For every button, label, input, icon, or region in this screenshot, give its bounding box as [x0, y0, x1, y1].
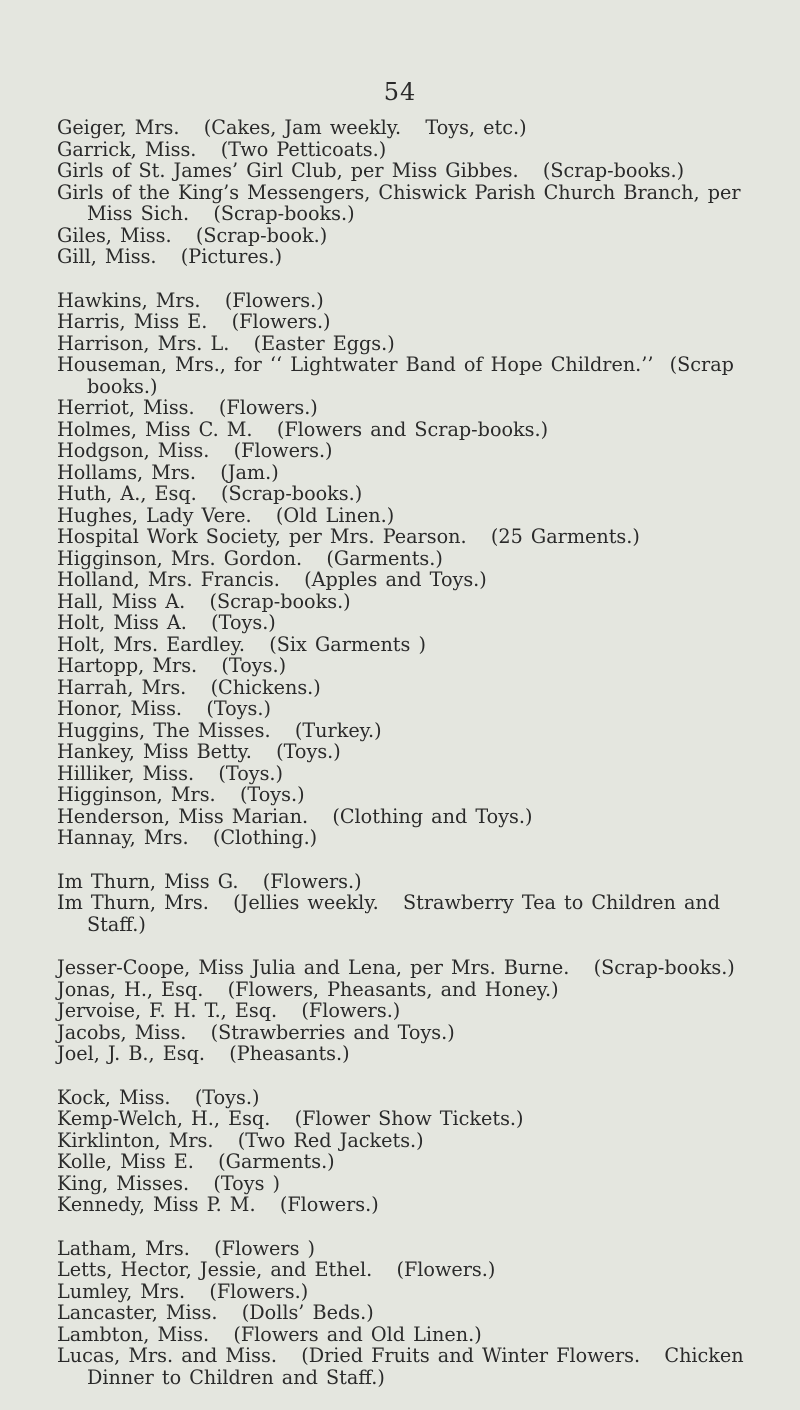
- donor-entry: [57, 1022, 795, 1044]
- donor-entry: [57, 1108, 795, 1130]
- donor-entry-text: Jesser-Coope, Miss Julia and Lena, per Mrs. Burne. (Scrap-books.): [57, 956, 735, 979]
- donor-entry-text: Lumley, Mrs. (Flowers.): [57, 1279, 309, 1303]
- donor-entry-text: Girls of the King’s Messengers, Chiswick Parish Church Branch, per: [57, 180, 741, 204]
- donor-entry-text: Garrick, Miss. (Two Petticoats.): [57, 137, 387, 161]
- donor-entry-text: Henderson, Miss Marian. (Clothing and Toys.): [57, 804, 533, 828]
- donor-entry: [57, 612, 795, 634]
- donor-entry-text: Geiger, Mrs. (Cakes, Jam weekly. Toys, etc.): [57, 116, 527, 139]
- donor-entry-text: King, Misses. (Toys ): [57, 1171, 281, 1195]
- donor-entry: [57, 677, 795, 699]
- donor-entry: [57, 720, 795, 742]
- donor-entry-text: Harris, Miss E. (Flowers.): [57, 310, 331, 333]
- donor-entry: [57, 1043, 795, 1065]
- donor-entry: [57, 1324, 795, 1346]
- donor-entry-text: Letts, Hector, Jessie, and Ethel. (Flowers.): [57, 1258, 496, 1281]
- donor-entry-text: Houseman, Mrs., for ‘‘ Lightwater Band of Hope Children.’’ (Scrap: [57, 353, 734, 376]
- donor-entry: [57, 1194, 795, 1216]
- donor-entry-text: Kolle, Miss E. (Garments.): [57, 1150, 335, 1173]
- donor-entry: [57, 160, 795, 182]
- donor-entry-text: Giles, Miss. (Scrap-book.): [57, 223, 328, 247]
- donor-entry-text: Lucas, Mrs. and Miss. (Dried Fruits and Winter Flowers. Chicken: [57, 1344, 744, 1367]
- donor-entry: [57, 1281, 795, 1303]
- donor-entry: [57, 526, 795, 548]
- donor-entry-continuation: Miss Sich. (Scrap-books.): [87, 202, 355, 225]
- letter-group: [57, 957, 795, 1065]
- donor-entry-text: Hospital Work Society, per Mrs. Pearson. (25 Garments.): [57, 525, 640, 548]
- donor-entry: [57, 483, 795, 505]
- donor-entry-text: Im Thurn, Mrs. (Jellies weekly. Strawberry Tea to Children and: [57, 891, 721, 914]
- donor-entry: [57, 505, 795, 527]
- donor-entry: [57, 419, 795, 441]
- donor-entry: [57, 569, 795, 591]
- donor-entry: [57, 1345, 795, 1388]
- donor-entry-text: Higginson, Mrs. (Toys.): [57, 783, 305, 806]
- donor-entry: [57, 1151, 795, 1173]
- donor-entry: [57, 462, 795, 484]
- donor-entry: [57, 741, 795, 763]
- donor-entry: [57, 763, 795, 785]
- donor-entry: [57, 117, 795, 139]
- donor-entry-text: Hilliker, Miss. (Toys.): [57, 761, 284, 785]
- donor-entry-text: Huth, A., Esq. (Scrap-books.): [57, 482, 363, 505]
- donor-entry-text: Latham, Mrs. (Flowers ): [57, 1236, 316, 1260]
- donor-entry: [57, 354, 795, 397]
- donor-entry: [57, 806, 795, 828]
- donor-entry-text: Higginson, Mrs. Gordon. (Garments.): [57, 546, 443, 570]
- donor-entry: [57, 397, 795, 419]
- donor-entry-text: Gill, Miss. (Pictures.): [57, 245, 283, 268]
- letter-group: [57, 290, 795, 849]
- donor-entry-text: Jervoise, F. H. T., Esq. (Flowers.): [57, 999, 401, 1022]
- donor-entry: [57, 246, 795, 268]
- donor-entry-text: Lancaster, Miss. (Dolls’ Beds.): [57, 1301, 374, 1324]
- donor-entry-text: Hannay, Mrs. (Clothing.): [57, 826, 318, 849]
- donor-entry-text: Harrison, Mrs. L. (Easter Eggs.): [57, 331, 395, 355]
- donor-entry: [57, 979, 795, 1001]
- page-number: 54: [383, 78, 417, 106]
- donor-entry: [57, 139, 795, 161]
- donor-entry-text: Kemp-Welch, H., Esq. (Flower Show Tickets.): [57, 1107, 524, 1130]
- donor-entry-text: Hankey, Miss Betty. (Toys.): [57, 740, 341, 763]
- donor-entry-text: Hartopp, Mrs. (Toys.): [57, 654, 287, 677]
- donor-entry-text: Hollams, Mrs. (Jam.): [57, 460, 279, 484]
- donor-entry: [57, 1000, 795, 1022]
- donor-entry: [57, 655, 795, 677]
- donor-entry: [57, 634, 795, 656]
- donor-entry-continuation: Dinner to Children and Staff.): [87, 1365, 385, 1389]
- letter-group: [57, 117, 795, 268]
- donor-entry: [57, 827, 795, 849]
- donor-entry: [57, 957, 795, 979]
- donor-entry-text: Im Thurn, Miss G. (Flowers.): [57, 869, 362, 893]
- donor-entry-text: Holt, Miss A. (Toys.): [57, 611, 276, 634]
- donor-entry: [57, 784, 795, 806]
- donor-entry-text: Holland, Mrs. Francis. (Apples and Toys.): [57, 568, 487, 591]
- donor-entry: [57, 1173, 795, 1195]
- donor-entry: [57, 290, 795, 312]
- donor-entry-text: Joel, J. B., Esq. (Pheasants.): [57, 1042, 350, 1065]
- donor-entry: [57, 548, 795, 570]
- donor-entry-text: Jonas, H., Esq. (Flowers, Pheasants, and Honey.): [57, 977, 559, 1001]
- donor-entry-continuation: books.): [87, 374, 158, 398]
- donor-entry: [57, 1259, 795, 1281]
- donor-entry-text: Hodgson, Miss. (Flowers.): [57, 439, 333, 462]
- donor-entry-text: Holt, Mrs. Eardley. (Six Garments ): [57, 632, 426, 656]
- donor-entry-text: Holmes, Miss C. M. (Flowers and Scrap-books.): [57, 417, 549, 441]
- donor-entry: [57, 182, 795, 225]
- letter-group: [57, 871, 795, 936]
- donor-entry-text: Kennedy, Miss P. M. (Flowers.): [57, 1193, 379, 1216]
- donor-entry-text: Jacobs, Miss. (Strawberries and Toys.): [57, 1020, 455, 1044]
- donor-entry-continuation: Staff.): [87, 912, 146, 936]
- donor-entry: [57, 871, 795, 893]
- donor-entry: [57, 333, 795, 355]
- donor-entry-text: Lambton, Miss. (Flowers and Old Linen.): [57, 1322, 482, 1346]
- donor-entry-text: Kock, Miss. (Toys.): [57, 1085, 260, 1109]
- donor-entry-text: Hawkins, Mrs. (Flowers.): [57, 288, 324, 312]
- donor-entry: [57, 225, 795, 247]
- donor-entry: [57, 698, 795, 720]
- donor-entry: [57, 311, 795, 333]
- donor-entry: [57, 1238, 795, 1260]
- donor-entry: [57, 591, 795, 613]
- donor-entry: [57, 440, 795, 462]
- donor-entry-text: Hall, Miss A. (Scrap-books.): [57, 589, 351, 613]
- donor-entry: [57, 1087, 795, 1109]
- donor-entry: [57, 1130, 795, 1152]
- donor-entry: [57, 1302, 795, 1324]
- letter-group: [57, 1238, 795, 1389]
- letter-group: [57, 1087, 795, 1216]
- donor-entry-text: Girls of St. James’ Girl Club, per Miss Gibbes. (Scrap-books.): [57, 159, 685, 182]
- donor-entry-text: Harrah, Mrs. (Chickens.): [57, 675, 321, 699]
- donor-entry: [57, 892, 795, 935]
- donor-entry-text: Honor, Miss. (Toys.): [57, 697, 271, 720]
- donor-entry-text: Huggins, The Misses. (Turkey.): [57, 718, 382, 742]
- donor-entry-text: Herriot, Miss. (Flowers.): [57, 396, 318, 419]
- donor-entry-text: Kirklinton, Mrs. (Two Red Jackets.): [57, 1128, 424, 1152]
- donor-list: [57, 117, 795, 1410]
- donor-entry-text: Hughes, Lady Vere. (Old Linen.): [57, 503, 395, 527]
